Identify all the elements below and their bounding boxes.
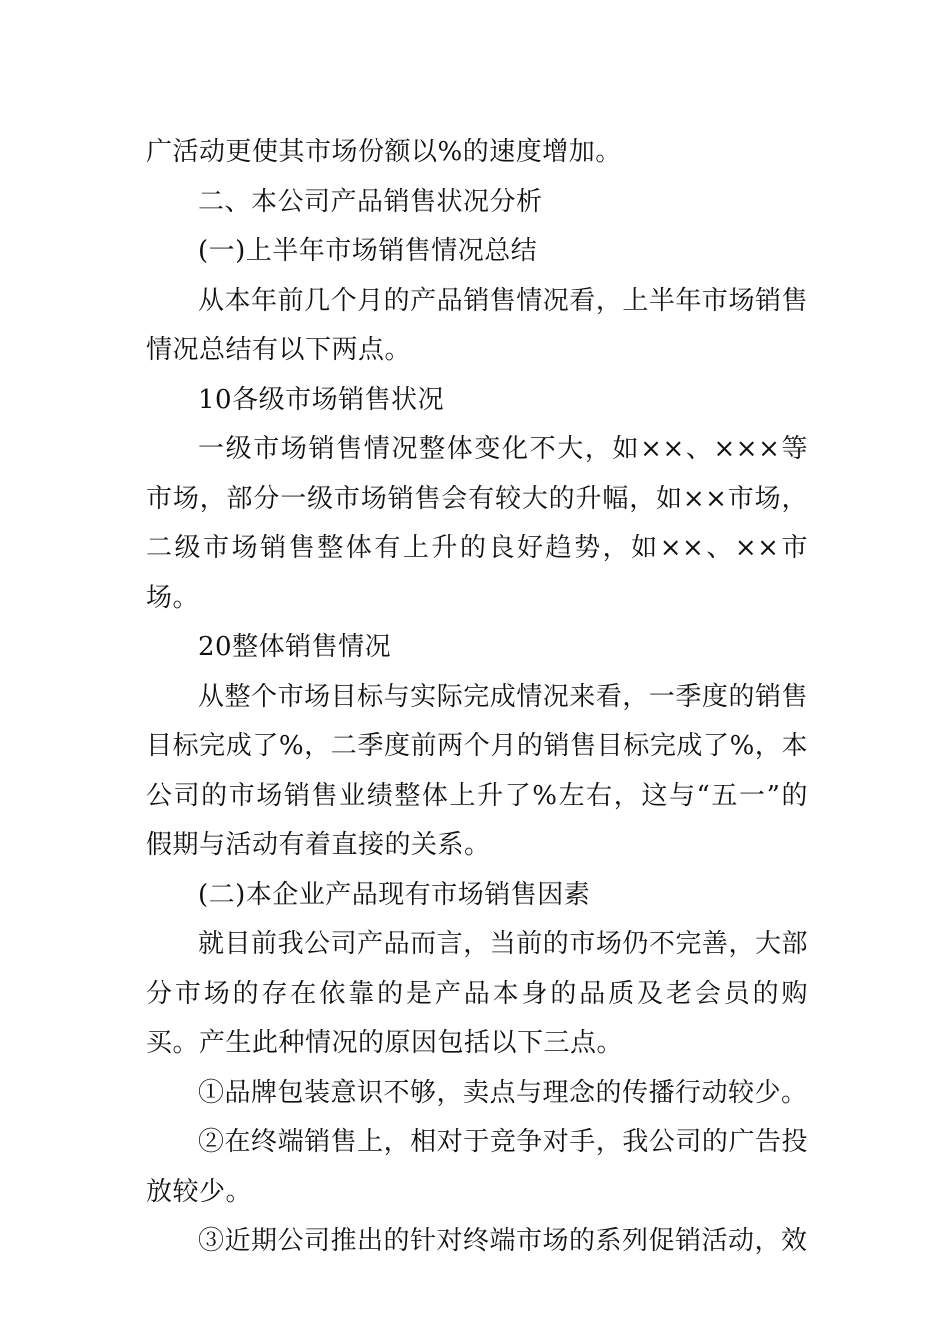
subsection-heading-first-half-summary: (一)上半年市场销售情况总结	[198, 236, 538, 266]
paragraph-sales-factors: 就目前我公司产品而言，当前的市场仍不完善，大部分市场的存在依靠的是产品本身的品质及老会员的购买。产生此种情况的原因包括以下三点。	[146, 929, 808, 1058]
item-heading-overall-sales: 20整体销售情况	[198, 632, 392, 662]
paragraph-continuation: 广活动更使其市场份额以%的速度增加。	[146, 137, 622, 167]
item-heading-market-levels: 10各级市场销售状况	[198, 384, 445, 415]
section-heading-sales-analysis: 二、本公司产品销售状况分析	[198, 186, 543, 217]
list-item-reason-1: ①品牌包装意识不够，卖点与理念的传播行动较少。	[198, 1077, 808, 1108]
list-item-reason-3: ③近期公司推出的针对终端市场的系列促销活动，效	[198, 1226, 808, 1256]
paragraph-market-levels: 一级市场销售情况整体变化不大，如××、×××等市场，部分一级市场销售会有较大的升幅，如××市场，二级市场销售整体有上升的良好趋势，如××、××市场。	[146, 434, 808, 613]
document-body	[146, 128, 808, 1267]
list-item-reason-2: ②在终端销售上，相对于竞争对手，我公司的广告投放较少。	[146, 1127, 808, 1207]
paragraph-first-half-intro: 从本年前几个月的产品销售情况看，上半年市场销售情况总结有以下两点。	[146, 285, 808, 365]
subsection-heading-sales-factors: (二)本企业产品现有市场销售因素	[198, 879, 591, 910]
paragraph-overall-sales: 从整个市场目标与实际完成情况来看，一季度的销售目标完成了%，二季度前两个月的销售目标完成了%，本公司的市场销售业绩整体上升了%左右，这与“五一”的假期与活动有着直接的关系。	[146, 681, 808, 860]
